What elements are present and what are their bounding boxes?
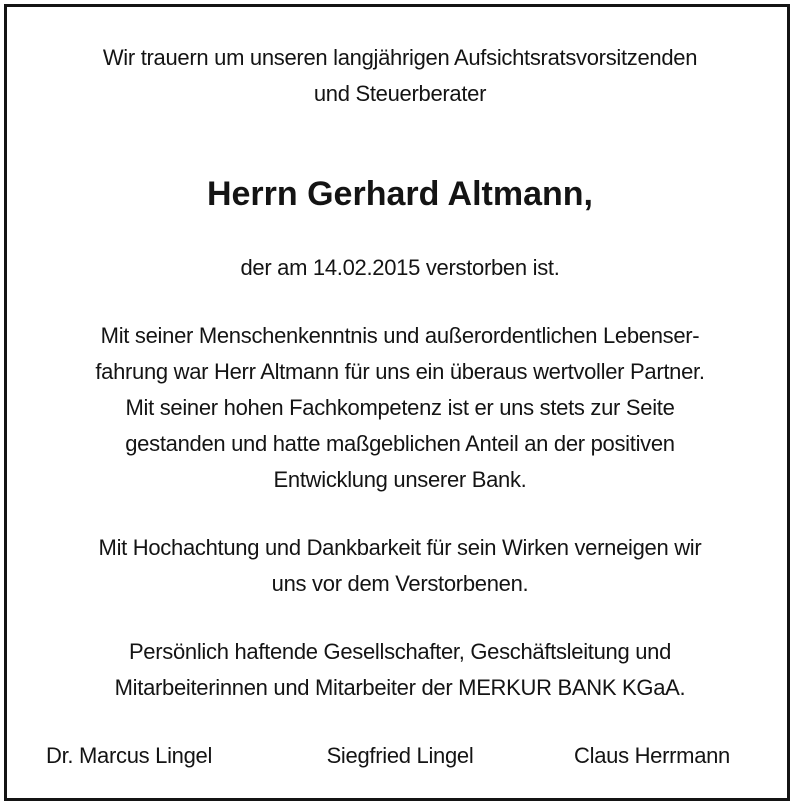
deceased-name: Herrn Gerhard Altmann, <box>206 175 594 213</box>
tribute-line: Entwicklung unserer Bank. <box>273 467 527 492</box>
intro-line: Wir trauern um unseren langjährigen Aufsichtsratsvorsitzenden <box>102 45 698 70</box>
tribute-line: fahrung war Herr Altmann für uns ein überaus wertvoller Partner. <box>95 359 705 384</box>
signature-name: Siegfried Lingel <box>326 743 474 768</box>
tribute-line: Mit seiner Menschenkenntnis und außerordentlichen Lebenser- <box>100 323 700 348</box>
tribute-line: gestanden und hatte maßgeblichen Anteil an der positiven <box>125 431 675 456</box>
senders-line: Persönlich haftende Gesellschafter, Geschäftsleitung und <box>128 639 672 664</box>
signature-name: Dr. Marcus Lingel <box>46 743 213 768</box>
signature-name: Claus Herrmann <box>574 743 730 768</box>
tribute-line: Mit seiner hohen Fachkompetenz ist er uns stets zur Seite <box>125 395 675 420</box>
death-date-line: der am 14.02.2015 verstorben ist. <box>240 255 560 280</box>
closing-line: Mit Hochachtung und Dankbarkeit für sein Wirken verneigen wir <box>98 535 702 560</box>
senders-line: Mitarbeiterinnen und Mitarbeiter der MERKUR BANK KGaA. <box>114 675 686 700</box>
closing-line: uns vor dem Verstorbenen. <box>271 571 529 596</box>
intro-line: und Steuerberater <box>313 81 487 106</box>
